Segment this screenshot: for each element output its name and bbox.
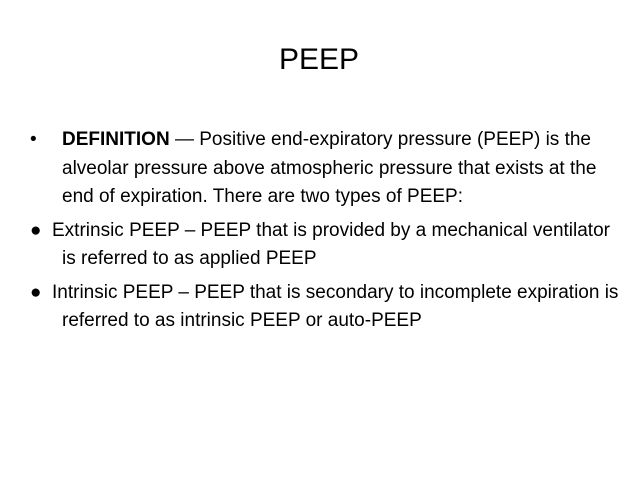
bullet-item-definition (30, 126, 620, 212)
bullet-item-extrinsic-peep (30, 217, 620, 274)
bullet-item-intrinsic-peep (30, 279, 620, 336)
dot-marker: ● (30, 219, 42, 241)
extrinsic-peep-text: Extrinsic PEEP – PEEP that is provided by a mechanical ventilator is referred to as applied PEEP (52, 219, 610, 269)
bullet-marker: • (30, 129, 37, 150)
slide-title: PEEP (278, 43, 360, 76)
intrinsic-peep-text: Intrinsic PEEP – PEEP that is secondary to incomplete expiration is referred to as intrinsic PEEP or auto-PEEP (52, 281, 619, 331)
slide-content (30, 126, 620, 341)
definition-text: — Positive end-expiratory pressure (PEEP) is the alveolar pressure above atmospheric pressure that exists at the end of expiration. There are two types of PEEP: (62, 129, 597, 207)
definition-term: DEFINITION (62, 129, 170, 150)
dot-marker: ● (30, 281, 42, 303)
